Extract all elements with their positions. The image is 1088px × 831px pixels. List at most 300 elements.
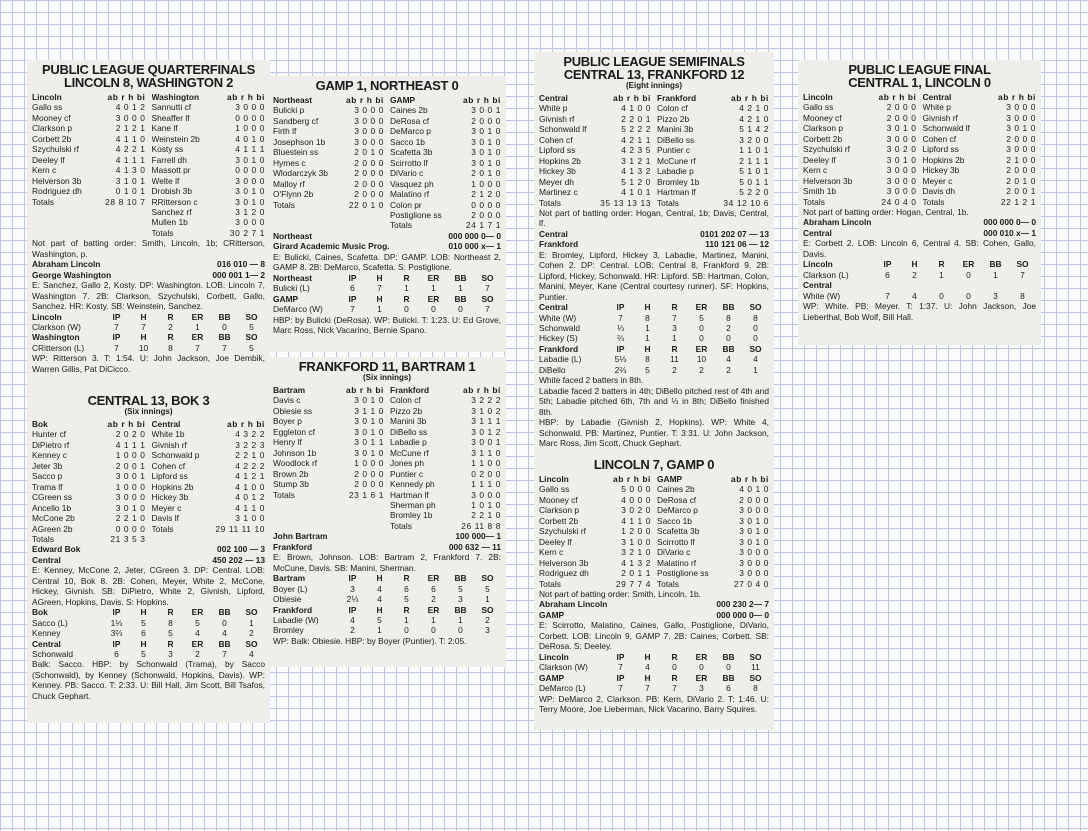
batter-stats: 24 1 7 1 — [465, 220, 501, 231]
batter-name: Totals — [657, 578, 679, 589]
pitching-stat: H — [911, 259, 918, 270]
batter-name: Labadie p — [390, 437, 427, 448]
batter-row — [657, 495, 769, 505]
batter-row — [539, 547, 651, 557]
batter-row — [32, 513, 146, 523]
batter-name: Bulicki p — [273, 105, 305, 116]
batter-row — [273, 126, 384, 136]
pitching-stat: R — [938, 259, 945, 270]
batter-row — [390, 168, 501, 178]
innings-note: (Six innings) — [363, 373, 411, 382]
pitching-stat: 8 — [726, 312, 731, 323]
pitcher-name: Lincoln — [539, 651, 569, 662]
pitching-stat: IP — [616, 343, 625, 354]
batter-name: Woodlock rf — [273, 458, 318, 469]
batter-name: Sheaffer lf — [151, 112, 190, 123]
batter-row — [273, 168, 384, 178]
batter-name: Totals — [273, 199, 295, 210]
batter-name: Scirrotto lf — [390, 157, 428, 168]
batter-name: Helverson 3b — [539, 557, 589, 568]
pitching-stat: H — [644, 302, 651, 313]
batter-stats: 4 1 0 0 — [621, 103, 651, 114]
batter-row — [539, 558, 651, 568]
batter-stats: 2 0 1 0 — [354, 147, 384, 158]
game-notes: E: Brown, Johnson. LOB: Bartram 2, Frankford 7. 2B: McCune, Davis. SB: Manini, Sherman. — [273, 552, 501, 573]
batter-stats: 4 3 2 2 — [235, 429, 265, 440]
team-name: Bartram — [273, 385, 306, 395]
pitcher-name: Kenney — [32, 628, 61, 639]
batting-home — [152, 92, 266, 238]
batter-row — [32, 440, 146, 450]
batter-name: Manini 3b — [657, 124, 694, 135]
batter-name: Corbett 2b — [539, 515, 579, 526]
batter-row — [273, 147, 384, 157]
batting-header — [539, 474, 651, 484]
pitcher-row — [32, 618, 265, 628]
pitching-stat: IP — [112, 332, 121, 343]
pitching-stat: 6 — [350, 283, 355, 294]
pitcher-row — [32, 649, 265, 659]
batter-row — [390, 510, 501, 520]
batting-header — [152, 419, 266, 429]
batter-name: Lipford ss — [539, 145, 576, 156]
pitching-stat: 2 — [195, 648, 200, 659]
batter-name: AGreen 2b — [32, 523, 73, 534]
batter-stats: 0 0 0 0 — [471, 199, 501, 210]
batter-stats: 3 0 1 1 — [354, 437, 384, 448]
batter-name: Ancello 1b — [32, 502, 72, 513]
batter-row — [152, 113, 266, 123]
pitching-stat: 6 — [141, 628, 146, 639]
line-team: John Bartram — [273, 531, 328, 542]
batter-stats: 0 2 0 0 — [471, 468, 501, 479]
pitcher-row — [539, 365, 769, 375]
batter-name: Wlodarczyk 3b — [273, 168, 328, 179]
batter-stats: 4 1 1 0 — [621, 515, 651, 526]
pitcher-name: Frankford — [539, 343, 579, 354]
line-team: Frankford — [539, 239, 579, 250]
batter-row — [32, 429, 146, 439]
pitching-stat: 2⅔ — [614, 364, 627, 375]
batter-row — [152, 207, 266, 217]
batter-name: Hunter cf — [32, 429, 66, 440]
batter-row — [32, 134, 146, 144]
batter-name: Meyer dh — [539, 176, 574, 187]
line-score — [539, 229, 769, 250]
pitching-stat: SO — [481, 272, 494, 283]
pitching-stat: 0 — [939, 290, 944, 301]
batter-name: Scirrotto lf — [657, 536, 695, 547]
batter-stats: 3 0 0 0 — [354, 126, 384, 137]
batter-row — [390, 416, 501, 426]
batter-stats: 3 0 0 0 — [235, 175, 265, 186]
batter-row — [273, 490, 384, 500]
pitching-stat: 0 — [699, 333, 704, 344]
pitching-stat: BB — [218, 638, 231, 649]
batter-row — [273, 395, 384, 405]
batter-stats: 4 0 1 0 — [739, 484, 769, 495]
batter-stats: 22 0 1 0 — [348, 199, 384, 210]
pitching-stat — [901, 280, 928, 290]
line-runs: 002 100 — 3 — [217, 544, 265, 555]
box-gamp-northeast — [268, 76, 506, 352]
line-team: Northeast — [273, 230, 313, 241]
batting-home — [390, 385, 501, 531]
pitching-stat: 0 — [404, 304, 409, 315]
pitching-stat: 1 — [672, 333, 677, 344]
batting-header — [32, 419, 146, 429]
pitching-stat: 2 — [726, 322, 731, 333]
batter-stats: 3 0 0 1 — [115, 471, 146, 482]
pitching-table — [803, 259, 1036, 301]
pitching-stat: 7 — [1020, 269, 1025, 280]
pitching-stat — [874, 280, 901, 290]
batter-name: DeMarco p — [657, 505, 698, 516]
line-score — [539, 599, 769, 620]
batter-name: Martinez c — [539, 187, 578, 198]
line-team: GAMP — [539, 609, 565, 620]
batter-stats: 3 0 1 0 — [739, 526, 769, 537]
pitching-stat: 3 — [168, 648, 173, 659]
pitching-stat: 1 — [431, 614, 436, 625]
team-name: Lincoln — [803, 92, 833, 102]
pitcher-name: GAMP — [273, 293, 299, 304]
batter-name: McCune rf — [657, 155, 696, 166]
pitching-stat — [982, 280, 1009, 290]
line-score — [32, 544, 265, 565]
batter-stats: 1 0 1 0 — [471, 499, 501, 510]
pitching-stat: 3⅔ — [110, 628, 123, 639]
pitching-stat: 7 — [222, 648, 227, 659]
batter-stats: 3 0 1 0 — [471, 157, 501, 168]
batter-row — [539, 495, 651, 505]
stat-headings: ab r h bi — [227, 92, 265, 102]
game-notes: E: Corbett 2. LOB: Lincoln 6, Central 4. SB: Cohen, Gallo, Davis. — [803, 238, 1036, 259]
pitching-stat: 1 — [645, 333, 650, 344]
line-runs: 450 202 — 13 — [212, 554, 265, 565]
batter-name: Meyer c — [151, 502, 182, 513]
batter-stats: 4 2 2 2 — [235, 460, 265, 471]
pitching-stat: H — [644, 651, 651, 662]
batter-name: Sacco 1b — [657, 515, 692, 526]
line-score-row — [32, 259, 265, 269]
batting-notes: Not part of batting order: Hogan, Central, 1b; Davis, Central, lf. — [539, 207, 769, 229]
batter-row — [390, 395, 501, 405]
pitching-stat: R — [167, 607, 174, 618]
batter-row — [390, 116, 501, 126]
batting-header — [657, 474, 769, 484]
pitching-stat: H — [140, 311, 147, 322]
batter-name: Totals — [273, 489, 295, 500]
pitching-stat: ER — [427, 604, 440, 615]
batter-name: Hopkins 2b — [922, 154, 965, 165]
stat-headings: ab r h bi — [878, 92, 917, 102]
batter-name: Rodriguez dh — [539, 568, 589, 579]
batter-row — [657, 166, 769, 176]
team-name: Frankford — [657, 93, 697, 103]
batter-name: Hopkins 2b — [539, 155, 581, 166]
pitching-stat: 1 — [485, 594, 490, 605]
batter-stats: 5 1 2 0 — [621, 176, 651, 187]
pitching-stat: 6 — [726, 683, 731, 694]
batter-row — [390, 220, 501, 230]
pitcher-name: Bartram — [273, 573, 306, 584]
batting-header — [390, 95, 501, 105]
batting-header — [273, 95, 384, 105]
line-score-row — [539, 229, 769, 239]
batter-stats: 2 0 1 1 — [621, 568, 651, 579]
batter-stats: 2 0 0 0 — [471, 115, 501, 126]
batter-row — [390, 521, 501, 531]
batter-name: Hymes c — [273, 157, 306, 168]
pitching-stat: 7 — [885, 290, 890, 301]
batter-row — [273, 105, 384, 115]
batting-header — [32, 92, 146, 102]
batter-row — [657, 547, 769, 557]
batter-row — [390, 189, 501, 199]
pitcher-name: Frankford — [273, 604, 313, 615]
pitching-stat: 4 — [753, 354, 758, 365]
line-score-row — [32, 544, 265, 554]
batter-stats: 3 0 0 0 — [354, 115, 384, 126]
team-name: Northeast — [273, 95, 313, 105]
batter-row — [273, 179, 384, 189]
batter-stats: 2 0 0 0 — [1006, 165, 1036, 176]
batter-row — [152, 228, 266, 238]
pitching-header — [273, 605, 501, 615]
batter-stats: 34 12 10 6 — [723, 197, 769, 208]
batter-row — [657, 579, 769, 589]
pitching-table — [273, 273, 501, 315]
batter-name: Clarkson p — [539, 505, 580, 516]
pitching-header — [539, 344, 769, 354]
batting-notes: Not part of batting order: Smith, Lincoln, 1b. — [539, 588, 702, 599]
batter-row — [273, 448, 384, 458]
batter-name: McCune rf — [390, 447, 429, 458]
pitcher-name: Hickey (S) — [539, 333, 578, 344]
pitcher-name: Lincoln — [32, 311, 62, 322]
batter-stats: 2 0 2 0 — [115, 429, 146, 440]
batter-name: Clarkson p — [803, 123, 844, 134]
pitching-stat: 10 — [138, 342, 149, 353]
batter-name: Sanchez rf — [151, 206, 192, 217]
pitching-stat: 5 — [645, 364, 650, 375]
umpire-notes: HBP: by Labadie (Givnish 2, Hopkins). WP: White 4, Schonwald. PB: Martinez, Puntier. T: 3:31. U: John Jackson, Marc Ross, Jim Scott, Chuck Gephart. — [539, 417, 769, 448]
pitching-stat: SO — [749, 672, 762, 683]
stat-headings: ab r h bi — [346, 95, 384, 105]
pitching-stat: 0 — [672, 662, 677, 673]
pitching-stat: 0 — [726, 333, 731, 344]
batter-stats: 2 0 0 0 — [354, 178, 384, 189]
batter-stats: 4 0 1 2 — [235, 492, 265, 503]
pitching-stat: R — [403, 293, 410, 304]
pitcher-name: Bromley — [273, 625, 304, 636]
pitching-stat: 0 — [458, 304, 463, 315]
headline: PUBLIC LEAGUE SEMIFINALS — [563, 54, 745, 69]
pitching-stat: BB — [722, 302, 735, 313]
line-team: Abraham Lincoln — [539, 599, 608, 610]
batter-row — [32, 197, 146, 207]
pitching-stat: 2 — [485, 614, 490, 625]
pitcher-row — [539, 683, 769, 693]
pitching-stat: R — [167, 311, 174, 322]
pitching-stat: ER — [191, 607, 204, 618]
pitching-stat: ER — [695, 343, 708, 354]
batter-name: Kennedy ph — [390, 479, 435, 490]
pitching-stat: 6 — [431, 583, 436, 594]
pitching-stat: SO — [1016, 259, 1029, 270]
line-score-row — [273, 241, 501, 251]
batter-stats: 2 0 0 0 — [354, 468, 384, 479]
batter-name: Deeley lf — [803, 154, 836, 165]
pitcher-row — [32, 343, 265, 353]
pitching-stat: 5 — [249, 321, 254, 332]
pitching-stat: 2 — [912, 269, 917, 280]
batter-name: DiBello ss — [657, 134, 695, 145]
line-team: Frankford — [273, 541, 313, 552]
batter-row — [273, 116, 384, 126]
batter-name: Colon pr — [390, 199, 422, 210]
pitching-stat: IP — [348, 604, 357, 615]
batter-stats: 1 1 1 0 — [471, 479, 501, 490]
game-notes: E: Kenney, McCone 2, Jeter, CGreen 3. DP: Central. LOB: Central 10, Bok 8. 2B: Cohen, Meyer, White 2, McCone, Hickey, Givnish. SB: DiPietro, White 2, Givnish, Lipford, AGreen, Hopkins, Davis. S: Hopkins. — [32, 565, 265, 607]
pitching-stat: BB — [454, 604, 467, 615]
pitching-stat: R — [403, 272, 410, 283]
batter-stats: 30 2 7 1 — [229, 227, 265, 238]
pitching-header — [539, 652, 769, 662]
batter-row — [657, 198, 769, 208]
box-central-frankford — [534, 52, 774, 460]
pitcher-row — [273, 283, 501, 293]
batter-stats: 2 1 0 0 — [1006, 154, 1036, 165]
batter-stats: 2 2 1 0 — [235, 450, 265, 461]
batter-row — [539, 484, 651, 494]
pitching-stat: 6 — [885, 269, 890, 280]
line-runs: 000 632 — 11 — [448, 541, 501, 552]
batter-row — [390, 479, 501, 489]
batter-name: Kenney c — [32, 450, 67, 461]
pitching-stat: 4 — [249, 648, 254, 659]
batter-row — [32, 534, 146, 544]
batter-stats: 3 0 0 0 — [115, 492, 146, 503]
pitching-stat: R — [403, 604, 410, 615]
batter-row — [152, 155, 266, 165]
pitching-stat: SO — [749, 343, 762, 354]
batter-name: RRitterson c — [151, 196, 198, 207]
batter-row — [923, 123, 1037, 133]
stat-headings: ab r h bi — [998, 92, 1036, 102]
pitching-stat: SO — [749, 302, 762, 313]
pitching-stat: 3 — [699, 683, 704, 694]
batter-stats: 3 0 1 0 — [886, 123, 917, 134]
batter-stats: 28 8 10 7 — [105, 196, 146, 207]
batter-name: Davis dh — [922, 186, 956, 197]
batter-name: Caines 2b — [657, 484, 695, 495]
pitching-stat: BB — [454, 573, 467, 584]
line-score-row — [32, 555, 265, 565]
batter-row — [152, 123, 266, 133]
batter-name: Gallo ss — [32, 102, 63, 113]
line-score-row — [273, 531, 501, 541]
line-score-row — [539, 239, 769, 249]
batter-stats: 29 7 7 4 — [615, 578, 651, 589]
batter-name: Pizzo 2b — [390, 405, 423, 416]
pitching-stat: IP — [348, 272, 357, 283]
batter-row — [32, 123, 146, 133]
batter-stats: 2 2 1 0 — [115, 513, 146, 524]
batter-stats: 3 0 1 0 — [471, 136, 501, 147]
batter-row — [152, 482, 266, 492]
pitching-stat: 7 — [114, 342, 119, 353]
pitcher-row — [539, 354, 769, 364]
batting-away — [273, 385, 384, 531]
pitching-header — [539, 673, 769, 683]
batter-name: Sandberg cf — [273, 115, 319, 126]
pitcher-row — [539, 333, 769, 343]
line-team: Abraham Lincoln — [32, 259, 101, 270]
pitching-stat: 4 — [195, 628, 200, 639]
pitching-header — [803, 259, 1036, 269]
team-name: Central — [922, 92, 952, 102]
pitching-stat: 8 — [1020, 290, 1025, 301]
headline: PUBLIC LEAGUE QUARTERFINALS — [42, 62, 255, 77]
batter-row — [803, 102, 917, 112]
batter-stats: 1 1 0 0 — [471, 458, 501, 469]
pitching-stat: 6 — [404, 583, 409, 594]
line-runs: 016 010 — 8 — [217, 259, 265, 270]
batter-name: Bromley 1b — [657, 176, 700, 187]
batter-stats: 3 0 0 0 — [1006, 102, 1036, 113]
batter-row — [152, 144, 266, 154]
batter-name: Davis lf — [151, 513, 179, 524]
batter-name: Kane lf — [151, 123, 178, 134]
batter-name: DeRosa cf — [657, 494, 697, 505]
batter-name: Scafetta 3b — [390, 147, 433, 158]
pitching-stat: BB — [989, 259, 1002, 270]
batter-name: Postiglione ss — [657, 568, 709, 579]
batter-name: Drobish 3b — [151, 186, 193, 197]
umpire-notes: Balk: Sacco. HBP: by Schonwald (Trama), by Sacco (Schonwald), by Kenney (Schonwald, Hopkins, Davis). WP: Kenney. PB: Sacco. T: 2:33. U: Bill Hall, Jim Scott, Bill Tsafos, Chuck Gephart. — [32, 659, 265, 701]
line-runs: 010 000 x— 1 — [448, 241, 501, 252]
batter-name: Rodriguez dh — [32, 186, 82, 197]
batter-stats: 3 1 0 0 — [235, 513, 265, 524]
box-central-lincoln — [798, 60, 1041, 345]
pitching-stat: 10 — [696, 354, 707, 365]
batter-name: Gallo ss — [803, 102, 834, 113]
pitching-stat: 2 — [699, 364, 704, 375]
umpire-notes: WP: Ritterson 3. T: 1:54. U: John Jackson, Joe Dembik, Warren Gillis, Pat DiCicco. — [32, 353, 265, 374]
pitching-stat: SO — [749, 651, 762, 662]
line-runs: 000 230 2— 7 — [716, 599, 769, 610]
batter-name: Colon cf — [390, 395, 421, 406]
batter-stats: 1 0 0 0 — [115, 481, 146, 492]
batter-row — [657, 568, 769, 578]
line-runs: 0101 202 07 — 13 — [700, 228, 769, 239]
batter-name: Eggleton cf — [273, 426, 315, 437]
game-notes: E: Sanchez, Gallo 2, Kosty. DP: Washington. LOB: Lincoln 7, Washington 7. 2B: Clarkson, Szychulski, Corbett, Gallo, Sanchez. HR: Kosty. SB: Weinstein, Sanchez. — [32, 280, 265, 312]
batter-row — [657, 526, 769, 536]
batter-stats: 3 0 0 0 — [739, 557, 769, 568]
batter-stats: 1 2 0 0 — [621, 526, 651, 537]
batter-stats: 3 0 1 0 — [739, 536, 769, 547]
batter-row — [803, 165, 917, 175]
pitching-stat: 0 — [222, 321, 227, 332]
batter-stats: 21 3 5 3 — [110, 533, 146, 544]
pitching-stat: IP — [348, 293, 357, 304]
pitcher-row — [539, 323, 769, 333]
team-name: Lincoln — [32, 92, 62, 102]
batter-name: Hickey 3b — [539, 166, 576, 177]
